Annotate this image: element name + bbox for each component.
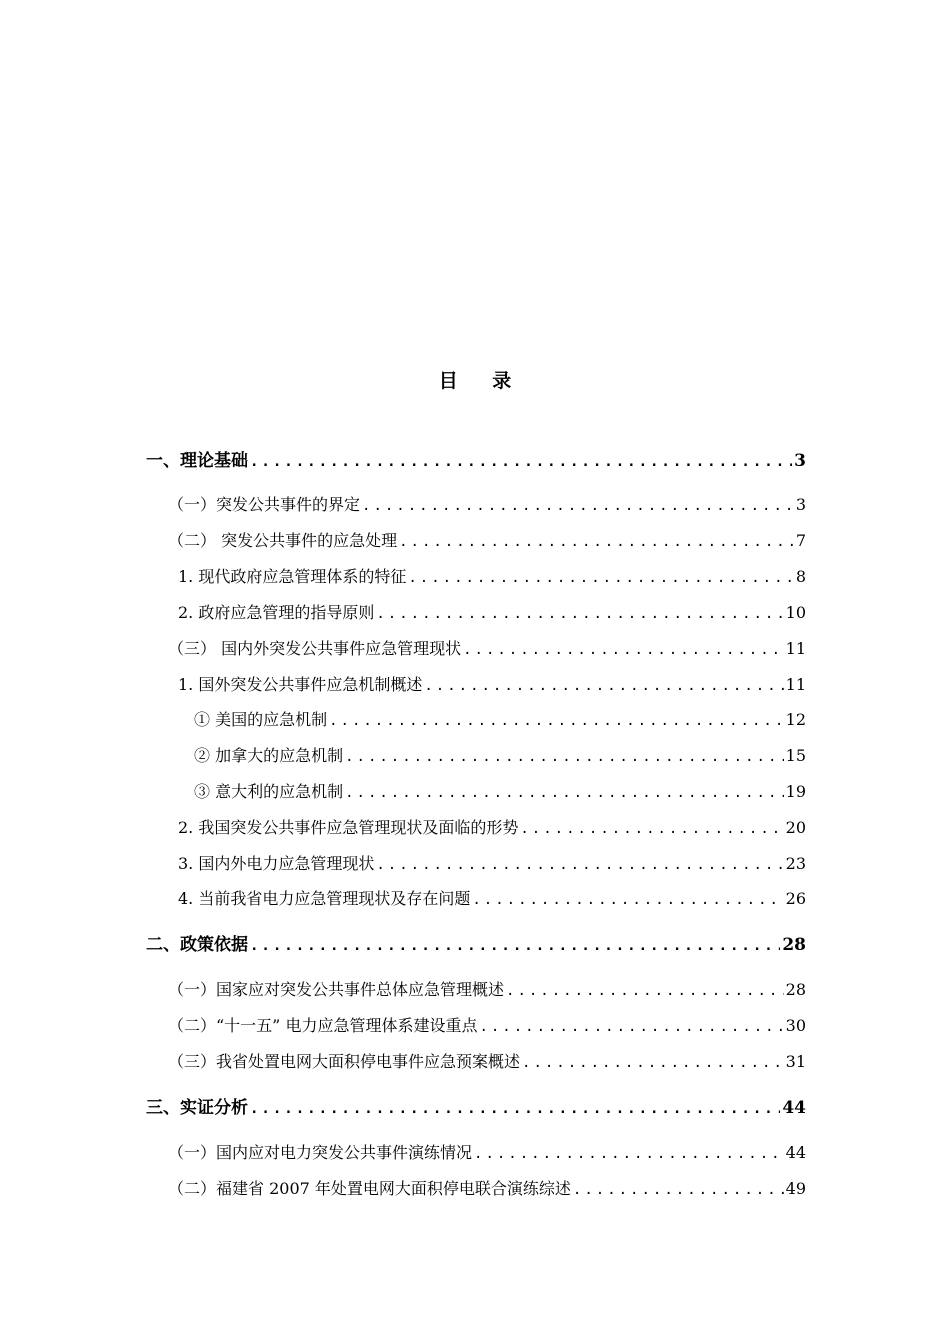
toc-dot-leader [362,494,794,518]
toc-page-number: 20 [785,818,806,837]
toc-page-number: 12 [785,710,806,729]
toc-page-number: 11 [785,639,806,658]
toc-dot-leader [424,674,783,698]
toc-section-entry[interactable] [168,637,806,661]
toc-entry-title: （一）突发公共事件的界定 [168,495,361,514]
toc-chapter-entry[interactable] [146,933,806,957]
toc-entry-title: （三）我省处置电网大面积停电事件应急预案概述 [168,1052,521,1071]
toc-entry-title: （一）国内应对电力突发公共事件演练情况 [168,1143,473,1162]
toc-dot-leader [408,566,793,590]
toc-section-entry[interactable] [178,887,806,911]
toc-dot-leader [250,934,780,958]
toc-chapter-entry[interactable] [146,1096,806,1120]
toc-page-number: 7 [795,531,806,550]
toc-entry-title: （二）福建省 2007 年处置电网大面积停电联合演练综述 [168,1179,571,1198]
toc-page-number: 44 [785,1143,806,1162]
toc-section-entry[interactable] [178,852,806,876]
toc-page-number: 11 [785,675,806,694]
toc-entry-title: 1. 现代政府应急管理体系的特征 [178,567,407,586]
toc-section-entry[interactable] [178,673,806,697]
toc-section-entry[interactable] [168,493,806,517]
toc-dot-leader [250,450,792,474]
toc-section-entry[interactable] [168,1141,806,1165]
toc-entry-title: （二）“十一五” 电力应急管理体系建设重点 [168,1016,478,1035]
toc-section-entry[interactable] [194,708,806,732]
toc-dot-leader [506,979,784,1003]
toc-page-number: 28 [785,980,806,999]
toc-section-entry[interactable] [168,1177,806,1201]
toc-section-entry[interactable] [168,529,806,553]
toc-page-number: 26 [785,889,806,908]
toc-dot-leader [474,1142,784,1166]
toc-title: 目 录 [438,370,526,392]
toc-dot-leader [472,888,783,912]
toc-section-entry[interactable] [178,601,806,625]
toc-entry-title: 1. 国外突发公共事件应急机制概述 [178,675,423,694]
toc-section-entry[interactable] [168,1014,806,1038]
toc-page-number: 3 [794,451,806,471]
toc-entry-title: （二） 突发公共事件的应急处理 [168,531,398,550]
toc-entry-title: 二、政策依据 [146,935,248,955]
toc-entry-title: （一）国家应对突发公共事件总体应急管理概述 [168,980,505,999]
toc-entry-title: 4. 当前我省电力应急管理现状及存在问题 [178,889,471,908]
toc-page-number: 23 [785,854,806,873]
toc-entry-title: 三、实证分析 [146,1098,248,1118]
toc-entry-title: ① 美国的应急机制 [194,710,328,729]
toc-entry-title: 2. 政府应急管理的指导原则 [178,603,375,622]
toc-dot-leader [345,781,784,805]
toc-entry-title: 一、理论基础 [146,451,248,471]
toc-dot-leader [329,709,784,733]
toc-dot-leader [463,638,784,662]
toc-entry-title: 2. 我国突发公共事件应急管理现状及面临的形势 [178,818,519,837]
toc-section-entry[interactable] [168,1050,806,1074]
toc-section-entry[interactable] [168,978,806,1002]
toc-entry-title: ② 加拿大的应急机制 [194,746,344,765]
toc-section-entry[interactable] [178,565,806,589]
toc-page-number: 19 [785,782,806,801]
toc-entry-title: 3. 国内外电力应急管理现状 [178,854,375,873]
toc-page-number: 30 [785,1016,806,1035]
toc-section-entry[interactable] [194,744,806,768]
toc-dot-leader [520,817,783,841]
toc-dot-leader [399,530,794,554]
toc-dot-leader [573,1178,784,1202]
toc-page-number: 3 [795,495,806,514]
toc-section-entry[interactable] [178,816,806,840]
toc-chapter-entry[interactable] [146,449,806,473]
toc-page-number: 49 [785,1179,806,1198]
toc-dot-leader [479,1015,783,1039]
toc-page-number: 8 [795,567,806,586]
toc-dot-leader [376,602,783,626]
toc-section-entry[interactable] [194,780,806,804]
toc-page-number: 44 [782,1098,806,1118]
toc-page-number: 31 [785,1052,806,1071]
toc-dot-leader [376,853,783,877]
toc-entry-title: （三） 国内外突发公共事件应急管理现状 [168,639,462,658]
toc-dot-leader [250,1097,780,1121]
toc-dot-leader [345,745,784,769]
toc-entry-title: ③ 意大利的应急机制 [194,782,344,801]
toc-page-number: 15 [785,746,806,765]
toc-page-number: 28 [782,935,806,955]
toc-dot-leader [522,1051,784,1075]
toc-page-number: 10 [785,603,806,622]
